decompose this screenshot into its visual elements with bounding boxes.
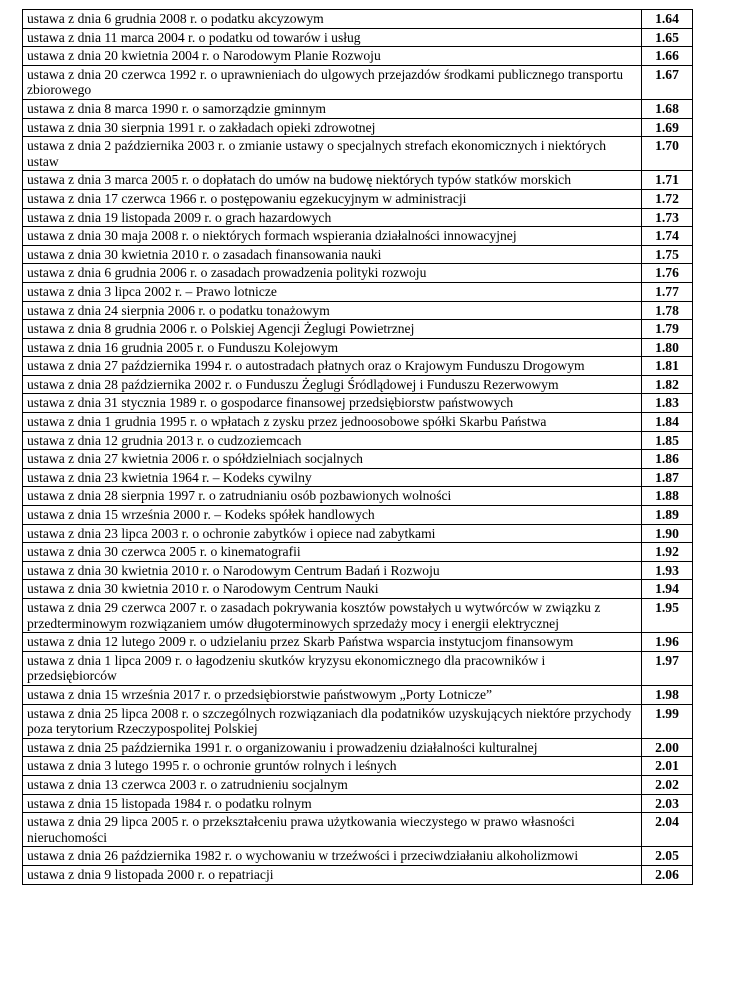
act-title: ustawa z dnia 24 sierpnia 2006 r. o podatku tonażowym (23, 301, 642, 320)
act-number: 2.02 (642, 775, 693, 794)
act-title: ustawa z dnia 3 lutego 1995 r. o ochronie gruntów rolnych i leśnych (23, 757, 642, 776)
act-number: 1.79 (642, 320, 693, 339)
act-number: 1.75 (642, 245, 693, 264)
act-title: ustawa z dnia 29 lipca 2005 r. o przekształceniu prawa użytkowania wieczystego w prawo własności nieruchomości (23, 813, 642, 847)
table-row (23, 375, 693, 394)
act-number: 1.82 (642, 375, 693, 394)
table-row (23, 865, 693, 884)
act-title: ustawa z dnia 28 sierpnia 1997 r. o zatrudnianiu osób pozbawionych wolności (23, 487, 642, 506)
act-title: ustawa z dnia 30 kwietnia 2010 r. o Narodowym Centrum Badań i Rozwoju (23, 561, 642, 580)
table-row (23, 137, 693, 171)
act-title: ustawa z dnia 1 grudnia 1995 r. o wpłatach z zysku przez jednoosobowe spółki Skarbu Państwa (23, 413, 642, 432)
act-number: 2.03 (642, 794, 693, 813)
act-number: 1.99 (642, 704, 693, 738)
table-row (23, 450, 693, 469)
act-number: 1.88 (642, 487, 693, 506)
act-title: ustawa z dnia 1 lipca 2009 r. o łagodzeniu skutków kryzysu ekonomicznego dla pracowników i przedsiębiorców (23, 651, 642, 685)
act-title: ustawa z dnia 17 czerwca 1966 r. o postępowaniu egzekucyjnym w administracji (23, 189, 642, 208)
act-number: 1.89 (642, 506, 693, 525)
act-title: ustawa z dnia 3 marca 2005 r. o dopłatach do umów na budowę niektórych typów statków morskich (23, 171, 642, 190)
act-title: ustawa z dnia 6 grudnia 2008 r. o podatku akcyzowym (23, 10, 642, 29)
table-row (23, 394, 693, 413)
table-row (23, 227, 693, 246)
act-title: ustawa z dnia 19 listopada 2009 r. o grach hazardowych (23, 208, 642, 227)
act-number: 1.83 (642, 394, 693, 413)
act-number: 1.85 (642, 431, 693, 450)
act-number: 2.04 (642, 813, 693, 847)
act-number: 1.70 (642, 137, 693, 171)
table-row (23, 757, 693, 776)
act-title: ustawa z dnia 26 października 1982 r. o wychowaniu w trzeźwości i przeciwdziałaniu alkoholizmowi (23, 847, 642, 866)
act-number: 2.06 (642, 865, 693, 884)
act-title: ustawa z dnia 15 września 2000 r. – Kodeks spółek handlowych (23, 506, 642, 525)
table-row (23, 413, 693, 432)
act-title: ustawa z dnia 13 czerwca 2003 r. o zatrudnieniu socjalnym (23, 775, 642, 794)
table-row (23, 47, 693, 66)
act-number: 1.90 (642, 524, 693, 543)
table-row (23, 738, 693, 757)
act-title: ustawa z dnia 23 lipca 2003 r. o ochronie zabytków i opiece nad zabytkami (23, 524, 642, 543)
table-row (23, 794, 693, 813)
table-row (23, 813, 693, 847)
act-number: 1.66 (642, 47, 693, 66)
table-row (23, 704, 693, 738)
act-number: 1.95 (642, 599, 693, 633)
table-row (23, 599, 693, 633)
act-title: ustawa z dnia 15 września 2017 r. o przedsiębiorstwie państwowym „Porty Lotnicze” (23, 685, 642, 704)
act-title: ustawa z dnia 31 stycznia 1989 r. o gospodarce finansowej przedsiębiorstw państwowych (23, 394, 642, 413)
table-row (23, 847, 693, 866)
table-row (23, 320, 693, 339)
act-title: ustawa z dnia 30 kwietnia 2010 r. o Narodowym Centrum Nauki (23, 580, 642, 599)
act-number: 1.84 (642, 413, 693, 432)
table-row (23, 28, 693, 47)
act-number: 2.01 (642, 757, 693, 776)
act-number: 1.65 (642, 28, 693, 47)
act-number: 1.76 (642, 264, 693, 283)
act-number: 1.74 (642, 227, 693, 246)
act-title: ustawa z dnia 11 marca 2004 r. o podatku od towarów i usług (23, 28, 642, 47)
act-number: 1.96 (642, 633, 693, 652)
act-number: 2.00 (642, 738, 693, 757)
table-row (23, 506, 693, 525)
act-title: ustawa z dnia 20 czerwca 1992 r. o uprawnieniach do ulgowych przejazdów środkami publicznego transportu zbiorowego (23, 65, 642, 99)
act-title: ustawa z dnia 8 grudnia 2006 r. o Polskiej Agencji Żeglugi Powietrznej (23, 320, 642, 339)
act-number: 1.69 (642, 118, 693, 137)
table-row (23, 431, 693, 450)
table-row (23, 468, 693, 487)
table-row (23, 245, 693, 264)
act-title: ustawa z dnia 29 czerwca 2007 r. o zasadach pokrywania kosztów powstałych u wytwórców w związku z przedterminowym rozwiązaniem umów długoterminowych sprzedaży mocy i energii elektrycznej (23, 599, 642, 633)
act-title: ustawa z dnia 3 lipca 2002 r. – Prawo lotnicze (23, 282, 642, 301)
act-title: ustawa z dnia 12 grudnia 2013 r. o cudzoziemcach (23, 431, 642, 450)
table-row (23, 651, 693, 685)
act-title: ustawa z dnia 25 lipca 2008 r. o szczególnych rozwiązaniach dla podatników uzyskujących niektóre przychody poza terytorium Rzeczypospolitej Polskiej (23, 704, 642, 738)
act-title: ustawa z dnia 6 grudnia 2006 r. o zasadach prowadzenia polityki rozwoju (23, 264, 642, 283)
act-number: 1.81 (642, 357, 693, 376)
table-row (23, 118, 693, 137)
table-row (23, 65, 693, 99)
act-title: ustawa z dnia 9 listopada 2000 r. o repatriacji (23, 865, 642, 884)
act-title: ustawa z dnia 8 marca 1990 r. o samorządzie gminnym (23, 99, 642, 118)
act-title: ustawa z dnia 23 kwietnia 1964 r. – Kodeks cywilny (23, 468, 642, 487)
act-number: 1.98 (642, 685, 693, 704)
act-number: 1.72 (642, 189, 693, 208)
act-title: ustawa z dnia 30 sierpnia 1991 r. o zakładach opieki zdrowotnej (23, 118, 642, 137)
table-row (23, 633, 693, 652)
act-number: 1.68 (642, 99, 693, 118)
table-row (23, 338, 693, 357)
act-number: 2.05 (642, 847, 693, 866)
act-number: 1.77 (642, 282, 693, 301)
table-row (23, 208, 693, 227)
table-row (23, 264, 693, 283)
table-row (23, 189, 693, 208)
act-number: 1.86 (642, 450, 693, 469)
act-number: 1.78 (642, 301, 693, 320)
act-title: ustawa z dnia 30 czerwca 2005 r. o kinematografii (23, 543, 642, 562)
table-row (23, 301, 693, 320)
table-row (23, 10, 693, 29)
act-title: ustawa z dnia 16 grudnia 2005 r. o Funduszu Kolejowym (23, 338, 642, 357)
act-title: ustawa z dnia 20 kwietnia 2004 r. o Narodowym Planie Rozwoju (23, 47, 642, 66)
act-number: 1.67 (642, 65, 693, 99)
act-title: ustawa z dnia 27 kwietnia 2006 r. o spółdzielniach socjalnych (23, 450, 642, 469)
acts-table-body (23, 10, 693, 885)
acts-table (22, 9, 693, 885)
act-number: 1.93 (642, 561, 693, 580)
table-row (23, 99, 693, 118)
table-row (23, 282, 693, 301)
act-title: ustawa z dnia 28 października 2002 r. o Funduszu Żeglugi Śródlądowej i Funduszu Rezerwowym (23, 375, 642, 394)
act-number: 1.97 (642, 651, 693, 685)
table-row (23, 487, 693, 506)
table-row (23, 543, 693, 562)
act-number: 1.94 (642, 580, 693, 599)
act-title: ustawa z dnia 30 kwietnia 2010 r. o zasadach finansowania nauki (23, 245, 642, 264)
document-page (22, 9, 692, 885)
act-title: ustawa z dnia 30 maja 2008 r. o niektórych formach wspierania działalności innowacyjnej (23, 227, 642, 246)
table-row (23, 775, 693, 794)
table-row (23, 524, 693, 543)
act-title: ustawa z dnia 15 listopada 1984 r. o podatku rolnym (23, 794, 642, 813)
act-title: ustawa z dnia 25 października 1991 r. o organizowaniu i prowadzeniu działalności kulturalnej (23, 738, 642, 757)
act-number: 1.73 (642, 208, 693, 227)
table-row (23, 171, 693, 190)
act-number: 1.92 (642, 543, 693, 562)
act-title: ustawa z dnia 2 października 2003 r. o zmianie ustawy o specjalnych strefach ekonomicznych i niektórych ustaw (23, 137, 642, 171)
table-row (23, 357, 693, 376)
act-title: ustawa z dnia 27 października 1994 r. o autostradach płatnych oraz o Krajowym Funduszu Drogowym (23, 357, 642, 376)
act-number: 1.64 (642, 10, 693, 29)
act-number: 1.87 (642, 468, 693, 487)
table-row (23, 685, 693, 704)
act-title: ustawa z dnia 12 lutego 2009 r. o udzielaniu przez Skarb Państwa wsparcia instytucjom finansowym (23, 633, 642, 652)
act-number: 1.71 (642, 171, 693, 190)
table-row (23, 561, 693, 580)
table-row (23, 580, 693, 599)
act-number: 1.80 (642, 338, 693, 357)
